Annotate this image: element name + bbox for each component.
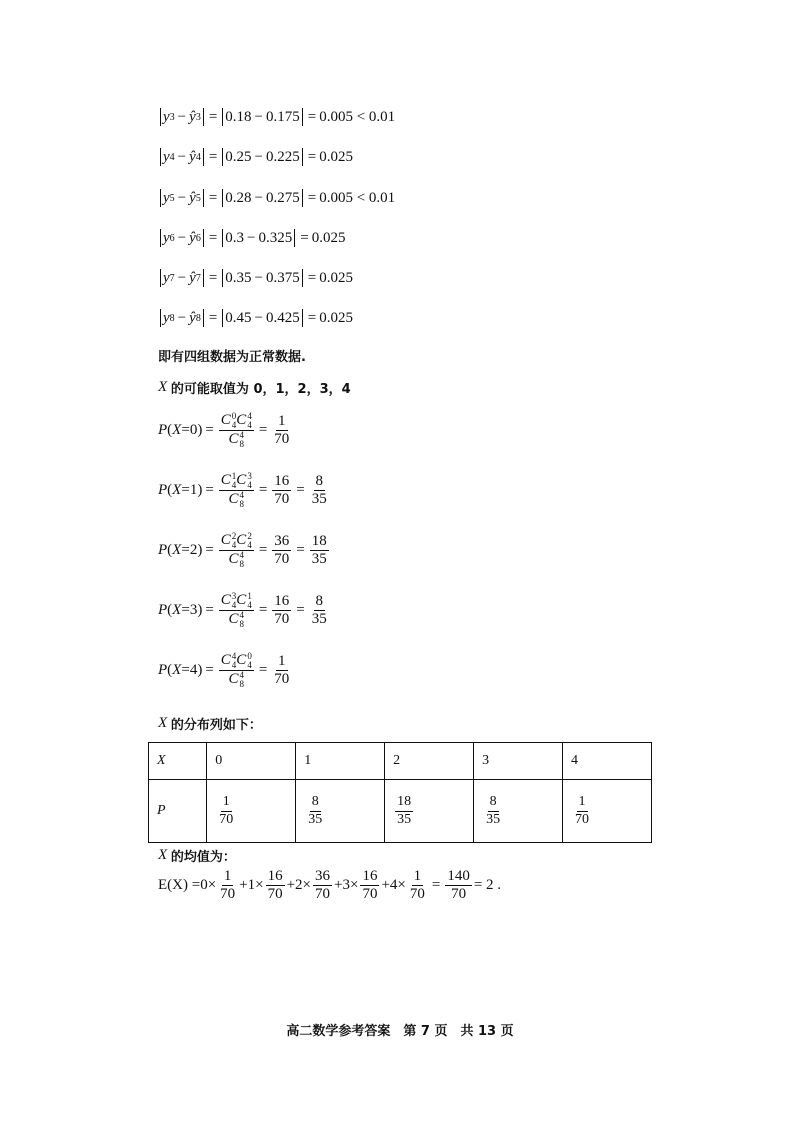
residual-result: 0.025 — [319, 269, 353, 286]
table-cell: 2 — [385, 743, 474, 780]
residual-result: 0.025 — [311, 229, 346, 246]
table-cell: 4 — [563, 743, 652, 780]
prob-formula-0: P ( X = 0 ) = C 0 4 C 4 4 C 4 8 = $\frac{1}{70}$ — [158, 411, 290, 449]
residual-result: 0.025 — [319, 148, 353, 165]
prob-formula-3: P ( X = 3 ) = C 3 4 C 1 4 C 4 8 = $\frac{16}{70}$ = $\frac{8}{35}$ — [158, 591, 327, 629]
residual-result: 0.005 < 0.01 — [319, 108, 396, 125]
prob-formula-1: P ( X = 1 ) = C 1 4 C 3 4 C 4 8 = $\frac{16}{70}$ = $\frac{8}{35}$ — [158, 471, 327, 509]
table-cell: $\frac{1}{70}$ — [207, 780, 296, 843]
distribution-table — [148, 742, 652, 843]
prob-formula-4: P ( X = 4 ) = C 4 4 C 0 4 C 4 8 = $\frac{1}{70}$ — [158, 651, 290, 689]
table-cell: $\frac{1}{70}$ — [563, 780, 652, 843]
dist-intro: X 的分布列如下： — [158, 715, 262, 733]
table-row-label: P — [149, 780, 207, 843]
page-footer: 高二数学参考答案 第 7 页 共 13 页 — [286, 1024, 514, 1039]
residual-line-5: y 5 − ŷ 5 = 0.28 − 0.275 = 0.005 < 0.01 — [158, 189, 395, 207]
table-cell: $\frac{8}{35}$ — [474, 780, 563, 843]
table-row — [149, 743, 652, 780]
table-cell: 3 — [474, 743, 563, 780]
residual-line-4: y 4 − ŷ 4 = 0.25 − 0.225 = 0.025 — [158, 148, 353, 166]
table-row — [149, 780, 652, 843]
residual-line-6: y 6 − ŷ 6 = 0.3 − 0.325 = 0.025 — [158, 229, 345, 247]
mean-intro: X 的均值为： — [158, 847, 236, 865]
prob-formula-2: P ( X = 2 ) = C 2 4 C 2 4 C 4 8 = $\frac{36}{70}$ = $\frac{18}{35}$ — [158, 531, 327, 569]
residual-result: 0.025 — [319, 309, 353, 326]
table-cell: 0 — [207, 743, 296, 780]
residual-line-8: y 8 − ŷ 8 = 0.45 − 0.425 = 0.025 — [158, 309, 353, 327]
normal-data-text: 即有四组数据为正常数据. — [158, 350, 306, 365]
expectation-formula: E(X) = 0× $\frac{1}{70}$ +1× $\frac{16}{70}$ +2× $\frac{36}{70}$ +3× $\frac{16}{70}$ +4× $\frac{1}{70}$ = $\frac{140}{70}$ = 2 . — [158, 868, 502, 903]
residual-line-3: y 3 − ŷ 3 = 0.18 − 0.175 = 0.005 < 0.01 — [158, 108, 395, 126]
possible-values-line: X 的可能取值为 0，1，2，3，4 — [158, 379, 351, 397]
residual-line-7: y 7 − ŷ 7 = 0.35 − 0.375 = 0.025 — [158, 269, 353, 287]
table-cell: $\frac{18}{35}$ — [385, 780, 474, 843]
table-cell: 1 — [296, 743, 385, 780]
table-header-label: X — [149, 743, 207, 780]
table-cell: $\frac{8}{35}$ — [296, 780, 385, 843]
residual-result: 0.005 < 0.01 — [319, 189, 396, 206]
